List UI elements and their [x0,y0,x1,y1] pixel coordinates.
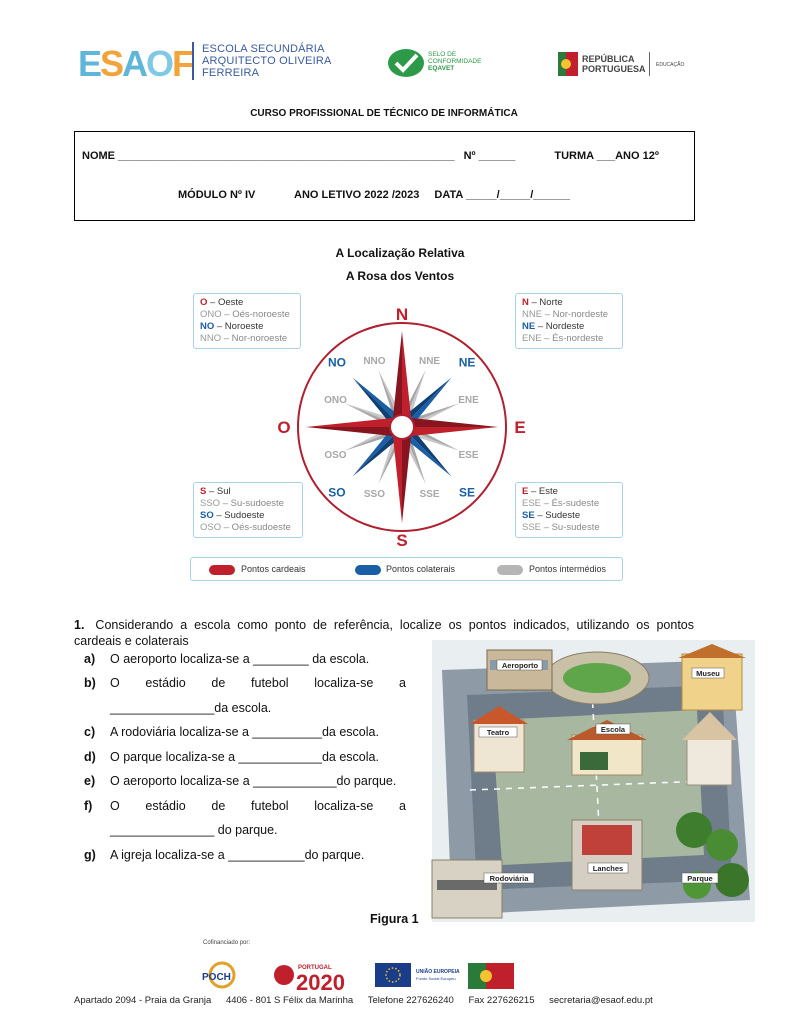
direction-definition: SSO – Su-sudoeste [200,498,284,509]
cardinal-ray-shade [402,417,498,427]
republica-divider [649,52,650,76]
direction-definition: N – Norte [522,297,563,308]
page-header [74,40,694,86]
cardinal-ray [392,427,402,523]
date-field[interactable]: DATA _____/_____/______ [434,189,570,201]
poch-label: POCH [202,972,231,983]
eu-label: UNIÃO EUROPEIA [416,969,460,975]
number-field[interactable]: Nº ______ [463,150,516,162]
direction-definition: ESE – És-sudeste [522,498,600,509]
portugal-flag-icon [468,963,514,989]
point-type-legend [190,557,623,581]
portugal-2020-logo-icon [274,965,345,995]
esaof-logo [76,42,193,84]
poch-logo-icon [202,963,234,987]
direction-definition: SE – Sudeste [522,510,581,521]
compass-center [390,415,414,439]
cardinal-ray [402,331,412,427]
year-2020-label: 2020 [296,970,345,995]
school-name: ESCOLA SECUNDÁRIA ARQUITECTO OLIVEIRA FERREIRA [202,43,332,79]
cardinal-label-o: O [277,418,291,438]
cardinal-ray-shade [402,427,412,523]
cardinal-ray [402,427,498,437]
module-label: MÓDULO Nº IV [178,189,256,201]
map-label-lanches: Lanches [592,864,624,873]
museum-building [682,654,742,710]
cofinanced-label: Cofinanciado por: [203,940,251,946]
student-id-box [74,131,695,221]
school-year-label: ANO LETIVO 2022 /2023 [294,189,420,201]
direction-definition: ENE – És-nordeste [522,333,604,344]
course-title: CURSO PROFISSIONAL DE TÉCNICO DE INFORMÁTICA [250,108,518,119]
portugal-label: PORTUGAL [298,965,332,971]
intermediate-label: NNE [418,356,441,368]
legend-box-bottom-right [515,482,623,538]
direction-definition: SSE – Su-sudeste [522,522,600,533]
collateral-label-ne: NE [458,355,476,370]
direction-definition: OSO – Oés-sudoeste [200,522,291,533]
republica-label: REPÚBLICA PORTUGUESA [582,54,646,74]
cardinal-label-s: S [396,531,408,551]
map-label-teatro: Teatro [486,728,510,737]
legend-box-top-right [515,293,623,349]
town-map-figure [432,640,755,922]
collateral-legend-label: Pontos colaterais [386,564,456,574]
intermediate-label: OSO [324,450,347,462]
class-field[interactable]: TURMA ___ANO 12º [554,150,659,162]
figure-caption: Figura 1 [370,912,419,926]
collateral-label-se: SE [459,485,476,500]
legend-box-top-left [193,293,301,349]
intermediate-swatch [497,565,523,575]
direction-definition: S – Sul [200,486,231,497]
id-row-1 [82,150,665,162]
collateral-label-so: SO [328,485,346,500]
name-field[interactable]: NOME _______________________________________________________ [82,150,455,162]
direction-definition: NE – Nordeste [522,321,585,332]
direction-definition: NNE – Nor-nordeste [522,309,609,320]
intermediate-label: ENE [458,395,479,407]
map-label-escola: Escola [600,725,626,734]
id-row-2 [178,189,606,201]
funders-logos [200,958,520,995]
cardinal-label-n: N [395,305,409,325]
direction-definition: SO – Sudoeste [200,510,265,521]
cardinal-swatch [209,565,235,575]
intermediate-label: SSO [363,489,386,501]
direction-definition: O – Oeste [200,297,244,308]
cardinal-legend-label: Pontos cardeais [241,564,306,574]
map-label-parque: Parque [687,874,713,883]
collateral-label-no: NO [327,355,346,370]
legend-box-bottom-left [193,482,303,538]
map-label-museu: Museu [696,669,720,678]
church-building [687,735,732,785]
school-address: Apartado 2094 - Praia da Granja 4406 - 801 S Félix da Marinha Telefone 227626240 Fax 227626215 secretaria@esaof.edu.pt [74,995,653,1006]
cardinal-ray [306,417,402,427]
map-label-aeroporto: Aeroporto [501,661,539,670]
section-title: A Localização Relativa [335,246,465,260]
email-link[interactable]: secretaria@esaof.edu.pt [549,995,653,1006]
direction-definition: E – Este [522,486,558,497]
direction-definition: ONO – Oés-noroeste [200,309,290,320]
cardinal-ray-shade [392,331,402,427]
cardinal-label-e: E [514,418,526,438]
question-text: Considerando a escola como ponto de referência, localize os pontos indicados, utilizando os pontos cardeais e colaterais [74,618,695,648]
direction-definition: NNO – Nor-noroeste [200,333,288,344]
header-divider [192,42,194,80]
cardinal-ray-shade [306,427,402,437]
intermediate-label: ESE [458,450,479,462]
intermediate-label: SSE [419,489,440,501]
svg-text:ESAOF: ESAOF [78,43,193,84]
eu-flag-icon [375,963,460,987]
map-label-rodoviaria: Rodoviária [489,874,529,883]
question-number: 1. [74,618,85,632]
section-subtitle: A Rosa dos Ventos [345,269,455,283]
eqavet-label: SELO DE CONFORMIDADE EQAVET [428,51,482,72]
intermediate-legend-label: Pontos intermédios [529,564,607,574]
collateral-swatch [355,565,381,575]
direction-definition: NO – Noroeste [200,321,264,332]
educacao-label: EDUCAÇÃO [656,62,685,68]
intermediate-label: ONO [324,395,347,407]
fse-label: Fundo Social Europeu [416,976,456,981]
intermediate-label: NNO [363,356,386,368]
